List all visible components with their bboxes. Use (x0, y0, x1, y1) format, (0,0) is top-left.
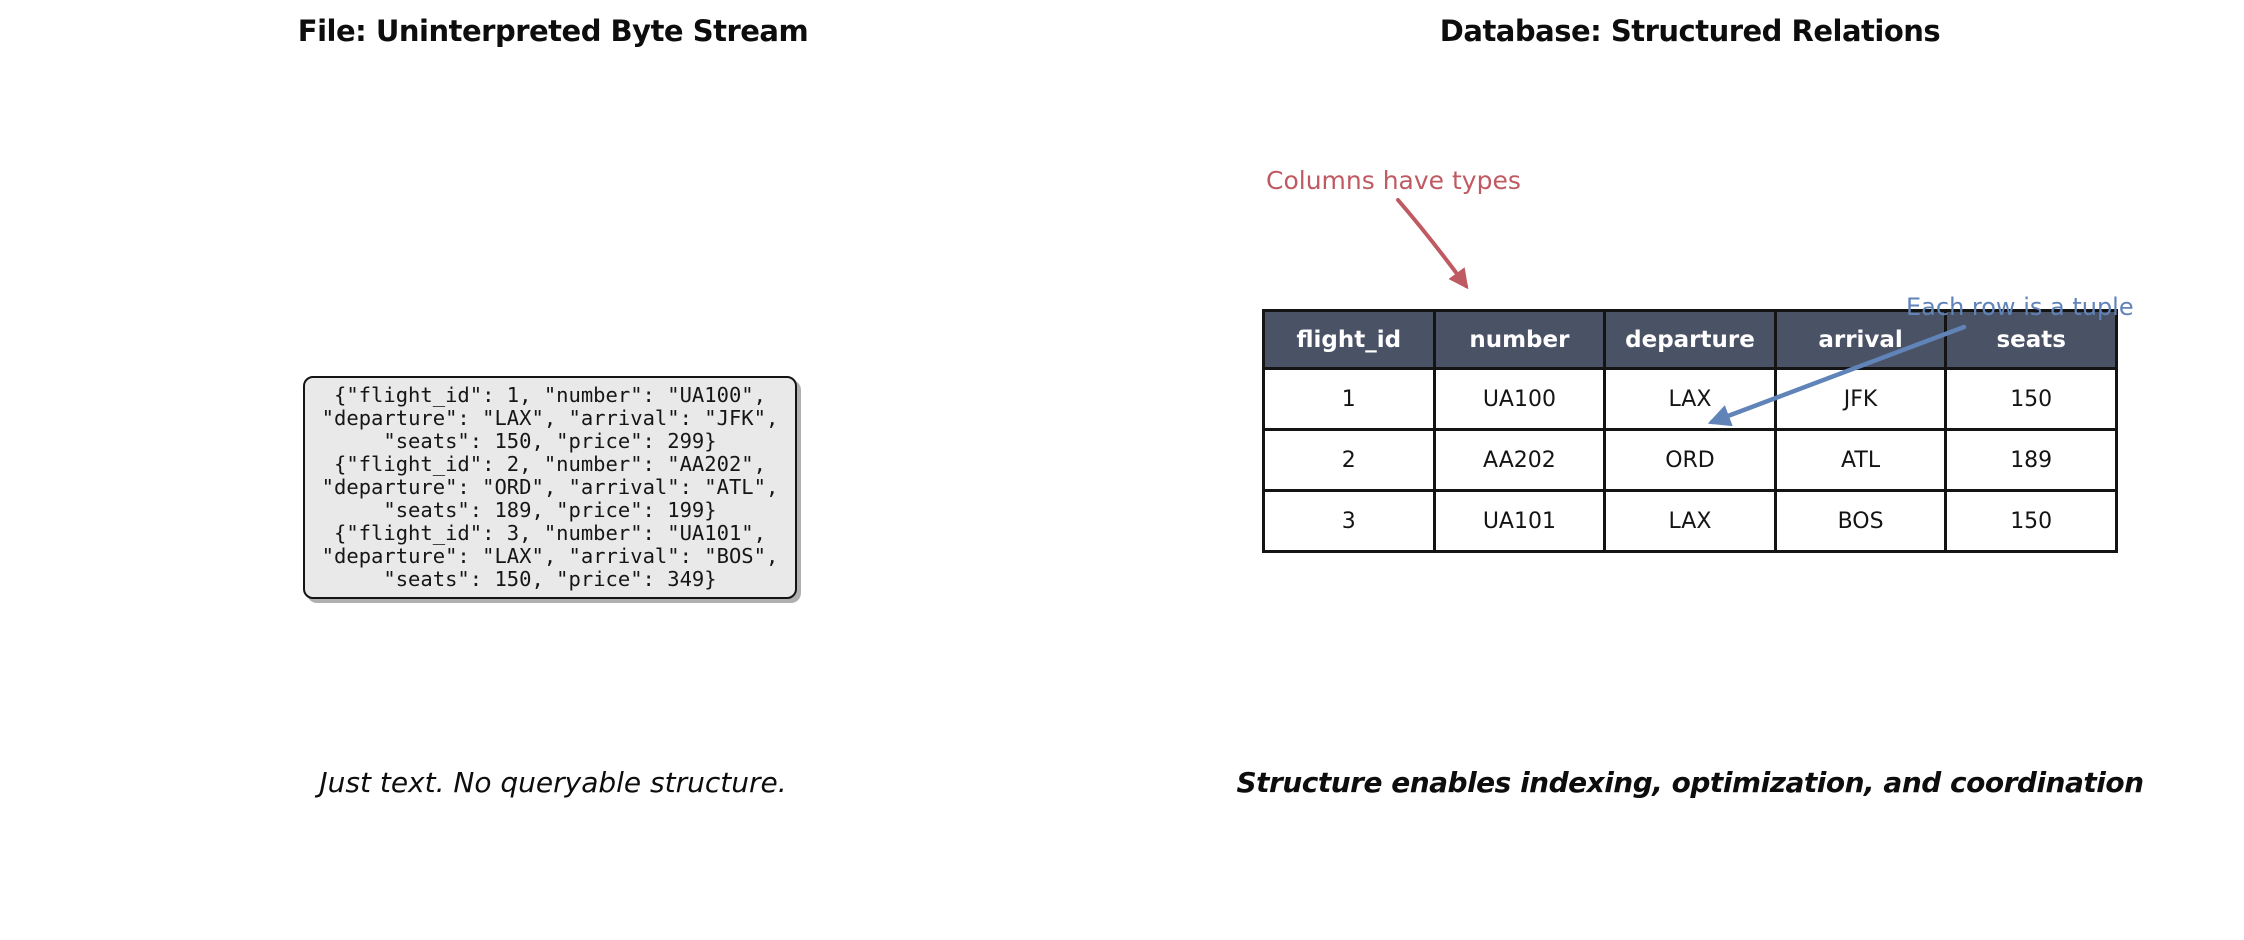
table-header-cell: departure (1605, 311, 1776, 369)
file-byte-stream-box (303, 376, 797, 599)
blue-arrow-icon (1680, 310, 1980, 440)
table-header-cell: flight_id (1264, 311, 1435, 369)
columns-have-types-label: Columns have types (1266, 166, 1521, 195)
table-cell: ORD (1605, 430, 1776, 491)
file-line: "seats": 150, "price": 299} (383, 429, 717, 453)
left-panel-title: File: Uninterpreted Byte Stream (297, 14, 809, 48)
table-cell: 150 (1946, 491, 2117, 552)
table-header-cell: arrival (1775, 311, 1946, 369)
file-line: "departure": "LAX", "arrival": "BOS", (321, 544, 779, 568)
table-cell: UA100 (1434, 369, 1605, 430)
file-line: "departure": "ORD", "arrival": "ATL", (321, 475, 779, 499)
table-cell: LAX (1605, 491, 1776, 552)
table-header-cell: seats (1946, 311, 2117, 369)
file-line: "seats": 189, "price": 199} (383, 498, 717, 522)
table-cell: JFK (1775, 369, 1946, 430)
table-cell: 189 (1946, 430, 2117, 491)
table-cell: 3 (1264, 491, 1435, 552)
file-line: "seats": 150, "price": 349} (383, 567, 717, 591)
file-line: {"flight_id": 2, "number": "AA202", (334, 452, 766, 476)
file-line: {"flight_id": 1, "number": "UA100", (334, 383, 766, 407)
table-cell: 1 (1264, 369, 1435, 430)
table-header-cell: number (1434, 311, 1605, 369)
file-line: "departure": "LAX", "arrival": "JFK", (321, 406, 779, 430)
table-row (1264, 491, 2117, 552)
file-line: {"flight_id": 3, "number": "UA101", (334, 521, 766, 545)
table-cell: UA101 (1434, 491, 1605, 552)
table-cell: BOS (1775, 491, 1946, 552)
red-arrow-icon (1380, 185, 1500, 310)
table-cell: LAX (1605, 369, 1776, 430)
left-caption: Just text. No queryable structure. (319, 766, 787, 799)
table-cell: 150 (1946, 369, 2117, 430)
right-panel-title: Database: Structured Relations (1439, 14, 1941, 48)
each-row-tuple-label: Each row is a tuple (1906, 293, 2134, 321)
table-cell: ATL (1775, 430, 1946, 491)
table-cell: AA202 (1434, 430, 1605, 491)
table-cell: 2 (1264, 430, 1435, 491)
right-caption: Structure enables indexing, optimization, and coordination (1236, 766, 2144, 799)
